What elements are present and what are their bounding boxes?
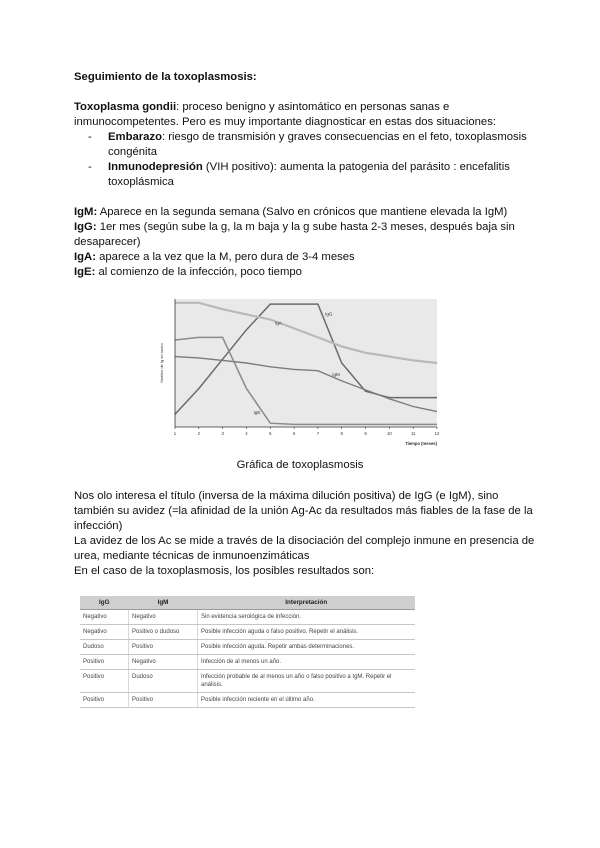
table-header-row	[80, 596, 415, 610]
ig-term: IgM:	[74, 206, 98, 218]
table-row	[80, 610, 415, 625]
text-line: urea, mediante técnicas de inmunoenzimáticas	[74, 550, 310, 562]
results-table-wrap	[80, 596, 415, 708]
cell-igm: Positivo o dudoso	[129, 625, 198, 640]
cell-igg: Negativo	[80, 625, 129, 640]
cell-igg: Positivo	[80, 693, 129, 708]
x-tick-label: 4	[245, 431, 248, 436]
series-label-igg: IgG	[325, 311, 333, 317]
avidity-paragraph	[74, 489, 544, 579]
x-tick-label: 3	[221, 431, 224, 436]
y-axis-label: Niveles de Ig en suero	[159, 343, 164, 383]
cell-igg: Dudoso	[80, 640, 129, 655]
intro-text-2: inmunocompetentes. Pero es muy importante diagnosticar en estas dos situaciones:	[74, 116, 496, 128]
series-label-ige: IgE	[253, 410, 261, 416]
ig-text: 1er mes (según sube la g, la m baja y la g sube hasta 2-3 meses, después baja sin desaparecer)	[74, 221, 515, 248]
cell-igg: Negativo	[80, 610, 129, 625]
ig-item-igm	[74, 205, 534, 220]
list-item	[88, 130, 538, 160]
toxoplasmosis-chart	[155, 293, 440, 453]
bullet-term: Embarazo	[108, 131, 162, 143]
intro-paragraph	[74, 100, 534, 130]
header-igg: IgG	[80, 596, 129, 610]
ig-text: al comienzo de la infección, poco tiempo	[95, 266, 302, 278]
cell-igg: Positivo	[80, 670, 129, 693]
bullet-term: Inmunodepresión	[108, 161, 203, 173]
table-row	[80, 693, 415, 708]
x-tick-label: 1	[173, 431, 177, 436]
series-label-iga: IgA	[275, 320, 282, 326]
table-row	[80, 625, 415, 640]
x-tick-label: 8	[340, 431, 343, 436]
bullet-text: : aumenta la patogenia del parásito : encefalitis toxoplásmica	[108, 161, 510, 188]
cell-igm: Dudoso	[129, 670, 198, 693]
cell-igm: Negativo	[129, 655, 198, 670]
x-tick-label: 12	[434, 431, 440, 436]
x-tick-label: 5	[269, 431, 272, 436]
situations-list	[88, 130, 538, 190]
results-table	[80, 596, 415, 708]
cell-igm: Negativo	[129, 610, 198, 625]
ig-item-igg	[74, 220, 534, 250]
header-interpretation: Interpretación	[198, 596, 416, 610]
ig-term: IgA:	[74, 251, 96, 263]
bullet-dash: -	[88, 131, 92, 143]
bullet-text: : riesgo de transmisión y graves consecuencias en el feto, toxoplasmosis congénita	[108, 131, 527, 158]
section-title: Seguimiento de la toxoplasmosis:	[74, 71, 257, 83]
chart-caption: Gráfica de toxoplasmosis	[236, 459, 364, 471]
x-tick-label: 2	[197, 431, 201, 436]
chart-svg	[155, 293, 440, 453]
list-item	[88, 160, 538, 190]
ig-item-ige	[74, 265, 534, 280]
intro-text-1: : proceso benigno y asintomático en personas sanas e	[176, 101, 450, 113]
intro-term: Toxoplasma gondii	[74, 101, 177, 113]
table-row	[80, 670, 415, 693]
x-tick-label: 9	[364, 431, 367, 436]
cell-interpretation: Infección de al menos un año.	[198, 655, 416, 670]
cell-interpretation: Sin evidencia serológica de infección.	[198, 610, 416, 625]
plot-area	[175, 299, 437, 427]
cell-igm: Positivo	[129, 693, 198, 708]
cell-interpretation: Posible infección reciente en el último año.	[198, 693, 416, 708]
cell-interpretation: Posible infección aguda o falso positivo. Repetir el análisis.	[198, 625, 416, 640]
text-line: también su avidez (=la afinidad de la unión Ag-Ac da resultados más fiables de la fase de la	[74, 505, 533, 517]
bullet-dash: -	[88, 161, 92, 173]
ig-term: IgG:	[74, 221, 97, 233]
x-tick-label: 11	[410, 431, 416, 436]
text-line: infección)	[74, 520, 123, 532]
series-label-igm: IgM	[332, 371, 340, 377]
x-axis-label: Tiempo (meses)	[405, 441, 437, 446]
immunoglobulin-list	[74, 205, 534, 280]
text-line: La avidez de los Ac se mide a través de la disociación del complejo inmune en presencia de	[74, 535, 535, 547]
ig-term: IgE:	[74, 266, 96, 278]
x-tick-label: 7	[316, 431, 320, 436]
cell-igm: Positivo	[129, 640, 198, 655]
cell-igg: Positivo	[80, 655, 129, 670]
x-tick-label: 10	[386, 431, 392, 436]
header-igm: IgM	[129, 596, 198, 610]
cell-interpretation: Posible infección aguda. Repetir ambas determinaciones.	[198, 640, 416, 655]
bullet-plain: (VIH positivo)	[202, 161, 274, 173]
cell-interpretation: Infección probable de al menos un año o falso positivo a IgM. Repetir el análisis.	[198, 670, 416, 693]
text-line: Nos olo interesa el título (inversa de la máxima dilución positiva) de IgG (e IgM), sino	[74, 490, 499, 502]
ig-text: aparece a la vez que la M, pero dura de 3-4 meses	[95, 251, 355, 263]
table-row	[80, 655, 415, 670]
ig-text: Aparece en la segunda semana (Salvo en crónicos que mantiene elevada la IgM)	[97, 206, 508, 218]
table-row	[80, 640, 415, 655]
x-tick-label: 6	[292, 431, 296, 436]
text-line: En el caso de la toxoplasmosis, los posibles resultados son:	[74, 565, 375, 577]
ig-item-iga	[74, 250, 534, 265]
